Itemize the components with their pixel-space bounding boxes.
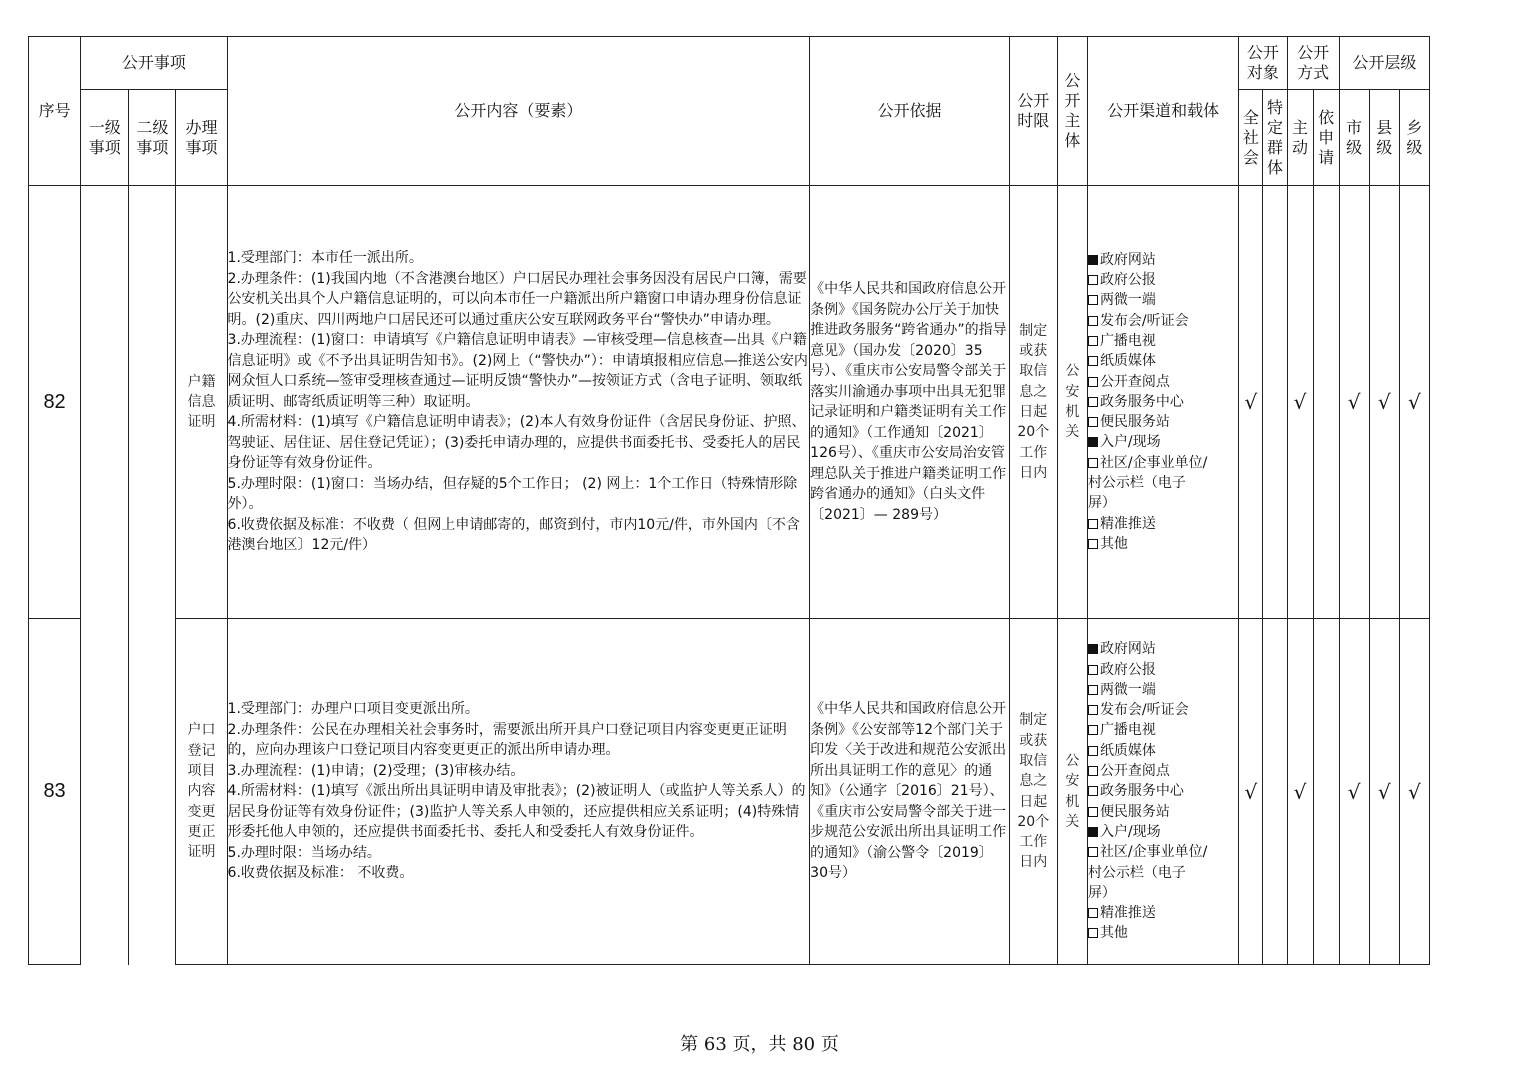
mark-all: √	[1239, 186, 1263, 619]
header-subject: 公 开 主 体	[1057, 37, 1087, 186]
channel-label: 社区/企事业单位/	[1099, 454, 1208, 471]
header-target-all: 全 社 会	[1239, 90, 1263, 186]
mark-town: √	[1399, 186, 1429, 619]
unchecked-box-icon	[1088, 766, 1098, 776]
unchecked-box-icon	[1088, 746, 1098, 756]
header-level1: 一级 事项	[81, 90, 129, 186]
channel-label: 纸质媒体	[1099, 353, 1156, 370]
channel-item	[1088, 822, 1238, 842]
channel-item	[1088, 270, 1238, 290]
unchecked-box-icon	[1088, 295, 1098, 305]
unchecked-box-icon	[1088, 807, 1098, 817]
unchecked-box-icon	[1088, 705, 1098, 715]
channel-item	[1088, 680, 1238, 700]
row-channels	[1087, 619, 1238, 965]
channel-label: 政府网站	[1099, 251, 1156, 268]
channel-item	[1088, 639, 1238, 659]
channel-label: 两微一端	[1099, 681, 1156, 698]
mark-active: √	[1287, 619, 1313, 965]
channel-label: 精准推送	[1099, 515, 1156, 532]
channel-label: 广播电视	[1099, 332, 1156, 349]
unchecked-box-icon	[1088, 336, 1098, 346]
checked-box-icon	[1088, 644, 1098, 654]
channel-label: 政府网站	[1099, 641, 1156, 658]
row-content: 1.受理部门：办理户口项目变更派出所。 2.办理条件：公民在办理相关社会事务时，需要派出所开具户口登记项目内容变更更正证明的，应向办理该户口登记项目内容变更更正的派出所申请办理。 3.办理流程：(1)申请；(2)受理；(3)审核办结。 4.所需材料：(1)填写《派出所出具证明申请及审批表》；(2)被证明人（或监护人等关系人）的居民身份证等有效身份证件；(3)监护人等关系人申领的，还应提供相应关系证明；(4)特殊情形委托他人申领的，还应提供书面委托书、委托人和受委托人有效身份证件。 5.办理时限：当场办结。 6.收费依据及标准： 不收费。	[227, 619, 810, 965]
channel-item	[1088, 903, 1238, 923]
channel-item	[1088, 453, 1238, 473]
channel-label: 发布会/听证会	[1099, 312, 1189, 329]
channel-label: 政府公报	[1099, 272, 1156, 289]
table-row	[29, 619, 1430, 965]
channel-label: 政府公报	[1099, 661, 1156, 678]
unchecked-box-icon	[1088, 519, 1098, 529]
row-seq: 82	[29, 186, 81, 619]
unchecked-box-icon	[1088, 847, 1098, 857]
table-row	[29, 186, 1430, 619]
header-level-city: 市 级	[1339, 90, 1369, 186]
channel-label: 政务服务中心	[1099, 393, 1184, 410]
channel-item	[1088, 250, 1238, 270]
channel-item	[1088, 372, 1238, 392]
channel-label: 其他	[1099, 535, 1128, 552]
channel-item	[1088, 923, 1238, 943]
mark-city: √	[1339, 619, 1369, 965]
row-handle: 户口 登记 项目 内容 变更 更正 证明	[176, 619, 227, 965]
unchecked-box-icon	[1088, 417, 1098, 427]
header-level2: 二级 事项	[129, 90, 176, 186]
channel-item	[1088, 741, 1238, 761]
channel-label: 广播电视	[1099, 722, 1156, 739]
mark-town: √	[1399, 619, 1429, 965]
channel-label: 公开查阅点	[1099, 373, 1170, 390]
header-channel: 公开渠道和载体	[1087, 37, 1238, 186]
unchecked-box-icon	[1088, 377, 1098, 387]
header-target-specific: 特 定 群 体	[1263, 90, 1287, 186]
header-time-limit: 公开 时限	[1009, 37, 1057, 186]
header-basis: 公开依据	[810, 37, 1010, 186]
channel-item	[1088, 290, 1238, 310]
header-level-town: 乡 级	[1399, 90, 1429, 186]
channel-item	[1088, 761, 1238, 781]
channel-item	[1088, 720, 1238, 740]
mark-active: √	[1287, 186, 1313, 619]
channel-label: 入户/现场	[1099, 823, 1161, 840]
row-handle: 户籍 信息 证明	[176, 186, 227, 619]
channel-item	[1088, 802, 1238, 822]
row-basis: 《中华人民共和国政府信息公开条例》《公安部等12个部门关于印发〈关于改进和规范公安派出所出具证明工作的意见〉的通知》（公通字〔2016〕21号）、《重庆市公安局警令部关于进一步规范公安派出所出具证明工作的通知》（渝公警令〔2019〕30号）	[810, 619, 1010, 965]
mark-specific	[1263, 619, 1287, 965]
channel-label: 两微一端	[1099, 292, 1156, 309]
unchecked-box-icon	[1088, 275, 1098, 285]
channel-label: 村公示栏（电子	[1087, 864, 1186, 881]
row-content: 1.受理部门：本市任一派出所。 2.办理条件：(1)我国内地（不含港澳台地区）户口居民办理社会事务因没有居民户口簿，需要公安机关出具个人户籍信息证明的，可以向本市任一户籍派出所户籍窗口申请办理身份信息证明。(2)重庆、四川两地户口居民还可以通过重庆公安互联网政务平台“警快办”申请办理。 3.办理流程：(1)窗口：申请填写《户籍信息证明申请表》—审核受理—信息核查—出具《户籍信息证明》或《不予出具证明告知书》。(2)网上（“警快办”）：申请填报相应信息—推送公安内网众恒人口系统—签审受理核查通过—证明反馈“警快办”—按领证方式（含电子证明、领取纸质证明、邮寄纸质证明等三种）取证明。 4.所需材料：(1)填写《户籍信息证明申请表》；(2)本人有效身份证件（含居民身份证、护照、驾驶证、居住证、居住登记凭证）；(3)委托申请办理的，应提供书面委托书、受委托人的居民身份证等有效身份证件。 5.办理时限：(1)窗口：当场办结，但存疑的5个工作日； (2) 网上：1个工作日（特殊情形除外）。 6.收费依据及标准：不收费（ 但网上申请邮寄的，邮资到付，市内10元/件，市外国内〔不含港澳台地区〕12元/件）	[227, 186, 810, 619]
channel-item	[1088, 412, 1238, 432]
channel-item	[1088, 514, 1238, 534]
checked-box-icon	[1088, 255, 1098, 265]
mark-specific	[1263, 186, 1287, 619]
row-level2	[129, 186, 176, 965]
header-handle: 办理 事项	[176, 90, 227, 186]
channel-item	[1088, 863, 1238, 883]
row-subject: 公 安 机 关	[1057, 619, 1087, 965]
header-level: 公开层级	[1339, 37, 1429, 90]
header-public-items: 公开事项	[81, 37, 227, 90]
header-method-apply: 依 申 请	[1313, 90, 1339, 186]
channel-item	[1088, 700, 1238, 720]
header-target: 公开 对象	[1239, 37, 1287, 90]
row-seq: 83	[29, 619, 81, 965]
channel-label: 屏）	[1087, 495, 1116, 512]
unchecked-box-icon	[1088, 685, 1098, 695]
channel-label: 精准推送	[1099, 905, 1156, 922]
mark-county: √	[1369, 186, 1399, 619]
row-time-limit: 制定 或获 取信 息之 日起 20个 工作 日内	[1009, 619, 1057, 965]
row-time-limit: 制定 或获 取信 息之 日起 20个 工作 日内	[1009, 186, 1057, 619]
unchecked-box-icon	[1088, 665, 1098, 675]
channel-item	[1088, 392, 1238, 412]
row-subject: 公 安 机 关	[1057, 186, 1087, 619]
row-basis: 《中华人民共和国政府信息公开条例》《国务院办公厅关于加快推进政务服务“跨省通办”的指导意见》（国办发〔2020〕35号）、《重庆市公安局警令部关于落实川渝通办事项中出具无犯罪记录证明和户籍类证明有关工作的通知》（工作通知〔2021〕126号）、《重庆市公安局治安管理总队关于推进户籍类证明工作跨省通办的通知》（白头文件〔2021〕— 289号）	[810, 186, 1010, 619]
unchecked-box-icon	[1088, 908, 1098, 918]
checked-box-icon	[1088, 827, 1098, 837]
disclosure-table	[28, 36, 1430, 965]
channel-label: 村公示栏（电子	[1087, 475, 1186, 492]
channel-label: 公开查阅点	[1099, 763, 1170, 780]
row-channels	[1087, 186, 1238, 619]
unchecked-box-icon	[1088, 725, 1098, 735]
channel-label: 社区/企事业单位/	[1099, 844, 1208, 861]
unchecked-box-icon	[1088, 316, 1098, 326]
unchecked-box-icon	[1088, 458, 1098, 468]
channel-item	[1088, 842, 1238, 862]
channel-label: 便民服务站	[1099, 803, 1170, 820]
channel-item	[1088, 473, 1238, 493]
channel-item	[1088, 351, 1238, 371]
page-footer: 第 63 页，共 80 页	[680, 1034, 839, 1055]
unchecked-box-icon	[1088, 539, 1098, 549]
mark-city: √	[1339, 186, 1369, 619]
channel-item	[1088, 781, 1238, 801]
channel-item	[1088, 883, 1238, 903]
channel-label: 其他	[1099, 925, 1128, 942]
unchecked-box-icon	[1088, 356, 1098, 366]
header-method-active: 主 动	[1287, 90, 1313, 186]
mark-county: √	[1369, 619, 1399, 965]
header-seq: 序号	[29, 37, 81, 186]
channel-item	[1088, 311, 1238, 331]
mark-apply	[1313, 186, 1339, 619]
channel-label: 发布会/听证会	[1099, 702, 1189, 719]
channel-item	[1088, 493, 1238, 513]
unchecked-box-icon	[1088, 397, 1098, 407]
channel-label: 入户/现场	[1099, 434, 1161, 451]
unchecked-box-icon	[1088, 786, 1098, 796]
channel-label: 纸质媒体	[1099, 742, 1156, 759]
mark-all: √	[1239, 619, 1263, 965]
header-method: 公开 方式	[1287, 37, 1339, 90]
channel-item	[1088, 660, 1238, 680]
channel-item	[1088, 534, 1238, 554]
channel-label: 政务服务中心	[1099, 783, 1184, 800]
header-content: 公开内容（要素）	[227, 37, 810, 186]
channel-label: 屏）	[1087, 884, 1116, 901]
channel-label: 便民服务站	[1099, 414, 1170, 431]
unchecked-box-icon	[1088, 928, 1098, 938]
row-level1	[81, 186, 129, 965]
channel-item	[1088, 331, 1238, 351]
header-level-county: 县 级	[1369, 90, 1399, 186]
checked-box-icon	[1088, 437, 1098, 447]
channel-item	[1088, 432, 1238, 452]
mark-apply	[1313, 619, 1339, 965]
